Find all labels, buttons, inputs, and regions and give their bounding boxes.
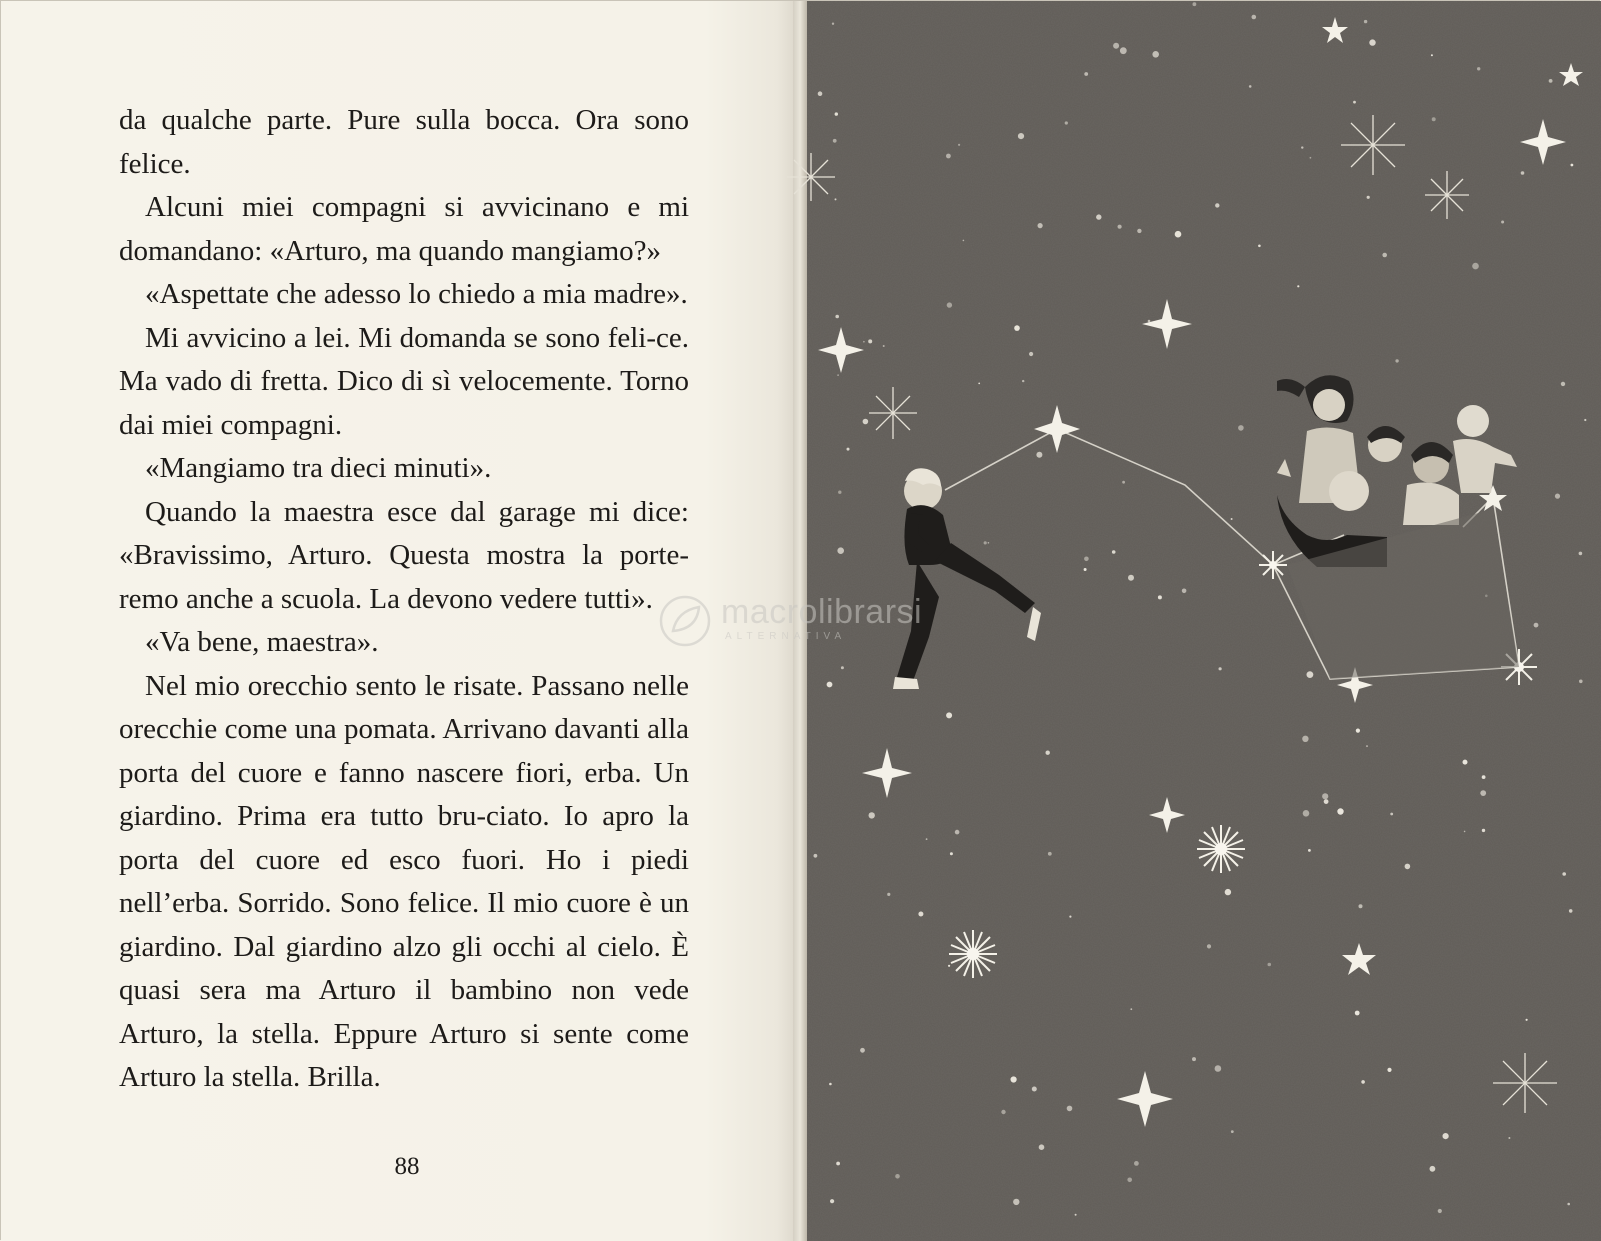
- star-dot: [1571, 164, 1574, 167]
- star-dot: [1549, 79, 1553, 83]
- star-dot: [818, 91, 823, 96]
- star-dot: [1225, 889, 1231, 895]
- burst-star-icon: [1259, 551, 1287, 579]
- star-dot: [1249, 85, 1252, 88]
- watermark: [647, 591, 947, 651]
- star-dot: [984, 541, 987, 544]
- paragraph: Mi avvicino a lei. Mi domanda se sono feli-ce. Ma vado di fretta. Dico di sì velocemente. Torno dai miei compagni.: [119, 321, 689, 441]
- star-dot: [918, 912, 923, 917]
- star-dot: [1268, 963, 1272, 967]
- star-dot: [1011, 1076, 1017, 1082]
- paragraph: da qualche parte. Pure sulla bocca. Ora sono felice.: [119, 104, 689, 180]
- illustration-page: [721, 1, 1601, 1241]
- star-dot: [1029, 352, 1033, 356]
- star-dot: [1324, 799, 1329, 804]
- paragraph: «Va bene, maestra».: [145, 626, 379, 658]
- star-dot: [1032, 1087, 1037, 1092]
- star-dot: [1231, 518, 1233, 520]
- watermark-text: macrolibrarsi: [721, 593, 923, 631]
- star-dot: [1113, 43, 1119, 49]
- star-dot: [1562, 872, 1566, 876]
- paragraph: Nel mio orecchio sento le risate. Passano nelle orecchie come una pomata. Arrivano davanti alla porta del cuore e fanno nascere fiori, erba. Un giardino. Prima era tutto bru-ciato. Io apro la porta del cuore ed esco fuori. Ho i piedi nell’erba. Sorrido. Sono felice. Il mio cuore è un giardino. Dal giardino alzo gli occhi al cielo. È quasi sera ma Arturo il bambino non vede Arturo, la stella. Eppure Arturo si sente come Arturo la stella. Brilla.: [119, 669, 689, 1093]
- star-dot: [887, 893, 890, 896]
- paragraph: «Mangiamo tra dieci minuti».: [145, 452, 492, 484]
- star-dot: [1390, 813, 1393, 816]
- star-dot: [1219, 667, 1222, 670]
- star-dot: [1193, 2, 1197, 6]
- star-dot: [1258, 245, 1261, 248]
- star-dot: [860, 1048, 865, 1053]
- star-dot: [1432, 117, 1436, 121]
- star-dot: [1302, 736, 1308, 742]
- star-dot: [814, 854, 818, 858]
- star-dot: [1430, 1166, 1436, 1172]
- star-dot: [869, 812, 875, 818]
- star-dot: [1395, 359, 1398, 362]
- star-dot: [895, 1174, 900, 1179]
- star-dot: [1252, 15, 1257, 20]
- star-dot: [1238, 425, 1244, 431]
- star-dot: [1065, 121, 1068, 124]
- star-dot: [1501, 221, 1504, 224]
- star-dot: [1482, 829, 1485, 832]
- star-dot: [1128, 575, 1134, 581]
- star-dot: [838, 491, 841, 494]
- star-dot: [1118, 225, 1122, 229]
- star-dot: [1567, 1203, 1570, 1206]
- star-dot: [833, 139, 837, 143]
- star-dot: [1036, 452, 1042, 458]
- star-dot: [1039, 1144, 1045, 1150]
- star-dot: [1463, 760, 1468, 765]
- star-dot: [1307, 671, 1314, 678]
- paragraph: «Aspettate che adesso lo chiedo a mia madre».: [145, 278, 688, 310]
- star-dot: [1175, 231, 1182, 238]
- star-dot: [832, 23, 834, 25]
- star-dot: [1367, 196, 1370, 199]
- star-dot: [1322, 793, 1328, 799]
- paragraph: Alcuni miei compagni si avvicinano e mi domandano: «Arturo, ma quando mangiamo?»: [119, 191, 689, 267]
- star-dot: [830, 1199, 834, 1203]
- star-dot: [1207, 944, 1211, 948]
- star-dot: [1555, 494, 1560, 499]
- star-dot: [1084, 557, 1089, 562]
- star-dot: [1366, 745, 1368, 747]
- watermark-subtext: ALTERNATIVA: [725, 631, 847, 642]
- star-dot: [1534, 623, 1539, 628]
- star-dot: [955, 830, 960, 835]
- star-dot: [1013, 1199, 1019, 1205]
- star-dot: [1046, 751, 1050, 755]
- star-dot: [841, 666, 844, 669]
- paragraph: Quando la maestra esce dal garage mi dice: «Bravissimo, Arturo. Questa mostra la porte-remo anche a scuola. La devono vedere tutti».: [119, 495, 689, 615]
- star-dot: [1337, 808, 1343, 814]
- star-dot: [836, 1162, 840, 1166]
- star-dot: [1521, 171, 1525, 175]
- star-dot: [1359, 904, 1363, 908]
- star-dot: [1508, 1137, 1510, 1139]
- star-dot: [988, 542, 990, 544]
- star-dot: [835, 112, 838, 115]
- star-dot: [1127, 1178, 1132, 1183]
- star-dot: [1096, 214, 1101, 219]
- star-dot: [1134, 1161, 1139, 1166]
- burst-star-icon: [1197, 825, 1245, 873]
- star-dot: [1579, 552, 1583, 556]
- star-dot: [1464, 831, 1466, 833]
- star-dot: [868, 339, 872, 343]
- star-dot: [978, 383, 980, 385]
- star-dot: [1084, 568, 1087, 571]
- star-dot: [1069, 916, 1071, 918]
- star-dot: [958, 144, 960, 146]
- star-dot: [1120, 47, 1127, 54]
- star-dot: [1353, 101, 1356, 104]
- star-dot: [835, 198, 837, 200]
- star-dot: [948, 965, 950, 967]
- star-dot: [1075, 1214, 1077, 1216]
- star-dot: [827, 682, 833, 688]
- star-dot: [1048, 852, 1052, 856]
- star-dot: [1480, 790, 1486, 796]
- star-dot: [946, 712, 952, 718]
- star-dot: [1018, 133, 1024, 139]
- star-dot: [1569, 909, 1573, 913]
- star-dot: [1356, 729, 1360, 733]
- star-dot: [1405, 864, 1411, 870]
- star-dot: [1382, 253, 1387, 258]
- star-dot: [1369, 39, 1375, 45]
- star-dot: [1130, 1008, 1132, 1010]
- star-dot: [1561, 382, 1565, 386]
- star-dot: [1584, 419, 1586, 421]
- star-dot: [1303, 810, 1310, 817]
- star-dot: [1308, 849, 1311, 852]
- star-dot: [946, 154, 951, 159]
- star-dot: [1215, 203, 1219, 207]
- star-dot: [1084, 72, 1088, 76]
- star-dot: [1022, 380, 1024, 382]
- star-dot: [1443, 1133, 1449, 1139]
- star-dot: [926, 838, 928, 840]
- star-dot: [1148, 320, 1151, 323]
- star-dot: [1192, 1057, 1196, 1061]
- star-dot: [947, 302, 952, 307]
- star-dot: [1361, 1080, 1365, 1084]
- star-dot: [1431, 54, 1433, 56]
- star-dot: [1477, 67, 1480, 70]
- star-dot: [1137, 229, 1141, 233]
- leaf-logo-icon: [657, 593, 713, 649]
- star-dot: [829, 1083, 832, 1086]
- star-dot: [1526, 1019, 1528, 1021]
- page-number: 88: [394, 1153, 420, 1180]
- star-dot: [1482, 775, 1486, 779]
- star-dot: [1364, 20, 1367, 23]
- thin-star-icon: [787, 153, 835, 201]
- star-dot: [1182, 589, 1187, 594]
- star-dot: [1355, 1011, 1360, 1016]
- star-dot: [1014, 325, 1020, 331]
- star-dot: [1387, 1068, 1391, 1072]
- star-dot: [837, 374, 839, 376]
- star-dot: [1472, 263, 1479, 270]
- star-dot: [835, 315, 839, 319]
- star-dot: [1038, 223, 1043, 228]
- star-dot: [863, 341, 865, 343]
- star-dot: [883, 345, 885, 347]
- star-dot: [950, 852, 953, 855]
- star-dot: [1067, 1106, 1073, 1112]
- star-dot: [1122, 481, 1125, 484]
- star-dot: [1215, 1065, 1222, 1072]
- body-text: [119, 99, 689, 1100]
- star-dot: [1301, 146, 1303, 148]
- star-dot: [837, 547, 844, 554]
- star-dot: [1310, 157, 1312, 159]
- star-dot: [1152, 51, 1159, 58]
- star-dot: [1001, 1110, 1005, 1114]
- star-dot: [963, 240, 965, 242]
- star-dot: [1112, 550, 1116, 554]
- star-dot: [1438, 1209, 1442, 1213]
- star-dot: [1231, 1130, 1234, 1133]
- star-dot: [847, 448, 850, 451]
- star-dot: [1158, 595, 1162, 599]
- star-dot: [1579, 680, 1583, 684]
- burst-star-icon: [949, 930, 997, 978]
- star-dot: [863, 419, 869, 425]
- star-dot: [1297, 285, 1299, 287]
